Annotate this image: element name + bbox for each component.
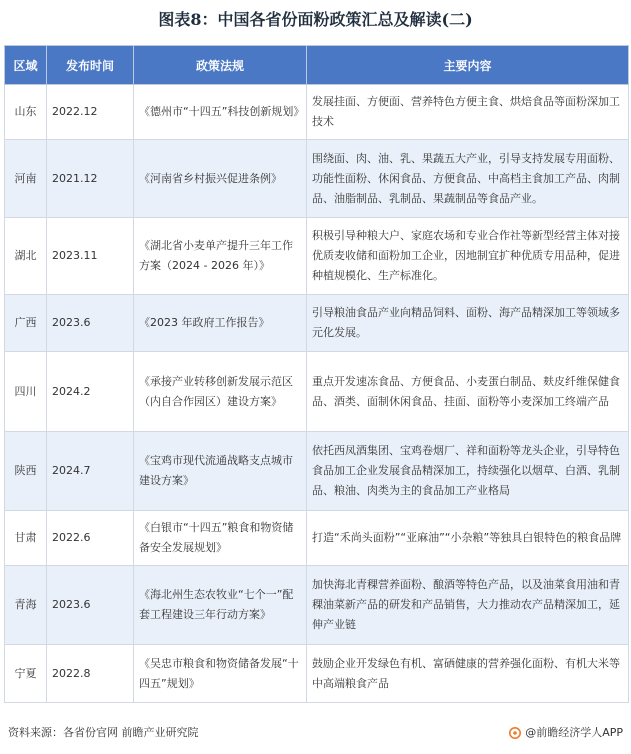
table-row <box>5 85 629 140</box>
cell-policy: 《吴忠市粮食和物资储备发展“十四五”规划》 <box>134 645 307 703</box>
footer <box>8 725 623 741</box>
cell-date: 2024.2 <box>47 352 134 432</box>
page-title: 图表8：中国各省份面粉政策汇总及解读(二) <box>158 10 473 29</box>
cell-policy: 《河南省乡村振兴促进条例》 <box>134 140 307 218</box>
table-row <box>5 511 629 566</box>
cell-region: 甘肃 <box>5 511 47 566</box>
cell-content: 重点开发速冻食品、方便食品、小麦蛋白制品、麸皮纤维保健食品、酒类、面制休闲食品、挂面、面粉等小麦深加工终端产品 <box>307 352 629 432</box>
cell-policy: 《德州市“十四五”科技创新规划》 <box>134 85 307 140</box>
header-policy: 政策法规 <box>134 46 307 85</box>
cell-policy: 《宝鸡市现代流通战略支点城市建设方案》 <box>134 432 307 511</box>
brand-credit <box>509 725 623 741</box>
cell-date: 2024.7 <box>47 432 134 511</box>
cell-content: 鼓励企业开发绿色有机、富硒健康的营养强化面粉、有机大米等中高端粮食产品 <box>307 645 629 703</box>
cell-region: 山东 <box>5 85 47 140</box>
cell-region: 宁夏 <box>5 645 47 703</box>
cell-policy: 《湖北省小麦单产提升三年工作方案（2024 - 2026 年）》 <box>134 218 307 295</box>
cell-region: 河南 <box>5 140 47 218</box>
table-row <box>5 645 629 703</box>
qianzhan-logo-icon <box>509 727 521 739</box>
source-note: 资料来源：各省份官网 前瞻产业研究院 <box>8 726 199 739</box>
table-row <box>5 218 629 295</box>
cell-region: 湖北 <box>5 218 47 295</box>
table-row <box>5 432 629 511</box>
cell-content: 依托西凤酒集团、宝鸡卷烟厂、祥和面粉等龙头企业，引导特色食品加工企业发展食品精深加工，持续强化以烟草、白酒、乳制品、粮油、肉类为主的食品加工产业格局 <box>307 432 629 511</box>
cell-date: 2021.12 <box>47 140 134 218</box>
cell-date: 2022.6 <box>47 511 134 566</box>
header-region: 区域 <box>5 46 47 85</box>
cell-content: 发展挂面、方便面、营养特色方便主食、烘焙食品等面粉深加工技术 <box>307 85 629 140</box>
cell-policy: 《白银市“十四五”粮食和物资储备安全发展规划》 <box>134 511 307 566</box>
cell-date: 2023.11 <box>47 218 134 295</box>
cell-content: 打造“禾尚头面粉”“亚麻油”“小杂粮”等独具白银特色的粮食品牌 <box>307 511 629 566</box>
table-row <box>5 140 629 218</box>
brand-label: @前瞻经济学人APP <box>525 726 623 739</box>
header-date: 发布时间 <box>47 46 134 85</box>
header-content: 主要内容 <box>307 46 629 85</box>
cell-content: 引导粮油食品产业向精品饲料、面粉、海产品精深加工等领域多元化发展。 <box>307 295 629 352</box>
table-header-row <box>5 46 629 85</box>
table-row <box>5 352 629 432</box>
cell-date: 2023.6 <box>47 295 134 352</box>
cell-region: 青海 <box>5 566 47 645</box>
cell-content: 围绕面、肉、油、乳、果蔬五大产业，引导支持发展专用面粉、功能性面粉、休闲食品、方便食品、中高档主食加工产品、肉制品、油脂制品、乳制品、果蔬制品等食品产业。 <box>307 140 629 218</box>
cell-region: 广西 <box>5 295 47 352</box>
cell-content: 加快海北青稞营养面粉、酿酒等特色产品，以及油菜食用油和青稞油菜新产品的研发和产品销售，大力推动农产品精深加工，延伸产业链 <box>307 566 629 645</box>
cell-content: 积极引导种粮大户、家庭农场和专业合作社等新型经营主体对接优质麦收储和面粉加工企业，因地制宜扩种优质专用品种，促进种植规模化、生产标准化。 <box>307 218 629 295</box>
cell-policy: 《承接产业转移创新发展示范区（内自合作园区）建设方案》 <box>134 352 307 432</box>
cell-policy: 《2023 年政府工作报告》 <box>134 295 307 352</box>
cell-region: 陕西 <box>5 432 47 511</box>
table-row <box>5 566 629 645</box>
cell-policy: 《海北州生态农牧业“七个一”配套工程建设三年行动方案》 <box>134 566 307 645</box>
cell-date: 2023.6 <box>47 566 134 645</box>
cell-date: 2022.8 <box>47 645 134 703</box>
table-row <box>5 295 629 352</box>
cell-region: 四川 <box>5 352 47 432</box>
policy-table <box>4 45 629 703</box>
cell-date: 2022.12 <box>47 85 134 140</box>
